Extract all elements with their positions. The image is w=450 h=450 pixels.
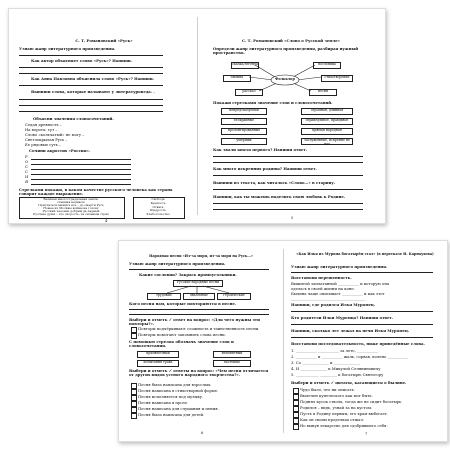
question-4: Выпиши слова, которые называют у литературоведа. . [31,89,155,94]
word-box: бескрайные [221,118,267,125]
page-4 [9,9,197,223]
option-text: Песня исполняется под музыку. [138,394,204,399]
word-box: пролонгированные [221,128,267,135]
definition: Слово «кольчатый» не могу – [25,132,85,137]
diagram-node: былина [223,75,251,82]
option-text: Песня была написана для взрослых. [138,382,212,387]
question-5: Напиши, сколько лет лежал на печи Илья Муромец. [291,328,410,333]
sequence-line: 4. И ______________ к Микулой Селяниновичу [291,366,381,371]
word-box: испытания трава [137,360,179,367]
question-2: Восстанови нерешенность. [291,275,352,280]
question-6: Напиши, как ты можешь наделить свою любовь к Родине. [213,194,346,199]
acrostic-letter: С [25,164,28,169]
page-number: 7 [365,432,368,436]
option-text: Песня была написана для детей. [138,412,205,417]
diagram-node: пословица [313,62,341,69]
question-6: Сочини акростих «Россия». [29,148,91,153]
sequence-line: 2. ___________ и ___________ жаль, сорвав, колено ___________ [291,354,409,359]
page-7 [283,241,447,441]
word-box: прилюбезный [137,351,179,358]
table-cell: Новые из Москвы войны на голову [43,206,99,210]
page-number: 6 [201,431,204,435]
question-4: Кто родители Ильи Муромца? Напиши ответ. [291,315,394,320]
word-box: непонятный [213,351,251,358]
definition: Светлокрылая Русь – [25,137,68,142]
question-5: Выпиши из текста, как читалось «Слово…» в старину. [213,180,336,185]
question-6: Выбери и отметь ✓ ответы на вопрос: «Чем песня отличается от других видов устного народного творчества?». [129,368,269,378]
question-7: Стрелками покажи, в каком качестве русского человека как страна говорят каждое выражение. [19,187,173,197]
question-1: Узнаю жанр литературного произведения. [291,264,388,269]
page-number: 4 [105,219,108,223]
word-box: пастбище [213,360,251,367]
sequence-line: 1. ___________ ___________ за лето, ___________ [291,348,378,353]
question-2: Какие сословия? Закрась прямоугольники. [139,272,237,277]
table-cell: Отвага [152,205,164,209]
question-3: Напиши, где родился Илья Муромец. [291,302,376,307]
question-4: Как много искренних родины? Напиши ответ. [213,166,317,171]
question-4: Выбери и отметь ✓ ответ на вопрос: «Для чего нужны эти повторы?». [129,317,260,327]
page-title: С. Т. Романовский «Русь» [75,38,133,43]
table-cell: Свобода [151,197,165,201]
question-1: Узнаю жанр литературного произведения. [129,261,226,266]
option-text: Чудо было, что ни описать. [300,387,355,392]
diagram-node: героические [217,293,251,300]
acrostic-letter: Я [25,179,29,184]
question-3: Как Анна Павловна объяснила слово «Русь»? Напиши. [31,76,154,81]
question-3: Кого песня нам, которые повторяются в песне. [129,301,237,306]
workbook-spread-2 [118,240,448,442]
option-text: Родился – видь, узнай за на кустом. [300,405,373,410]
page-5 [197,9,385,223]
question-1: Определи жанр литературного произведения, разбирая нужный пространство. [213,46,359,56]
word-box: прямая народная [301,128,353,135]
acrostic-letter: О [25,159,29,164]
sequence-line: 5. ____________ _________ к богатырю Святогору [291,372,384,377]
page-number: 5 [291,216,294,220]
diagram-node: песня [309,89,337,96]
diagram-node: рассказ [235,89,263,96]
question-5: Объясни значения словосочетаний. [33,116,114,121]
word-box: умерших [221,138,267,145]
diagram-node: стихотворение [321,75,353,82]
question-6: Восстанови последовательность, ниже приведённые слова. [291,341,425,346]
sequence-line: 3. Со ______________ и ______________ [291,360,361,365]
diagram-top: Русские народные песни [173,280,223,287]
table-cell: Великая многострадальная земля, [43,197,99,201]
table-cell: Крепость [150,201,166,205]
question-5: С помощью стрелок обозначь значение слов и словосочетания. [129,339,234,349]
acrostic-letter: Р [25,154,28,159]
table-cell: Хлебосольство [146,212,170,216]
option-checkbox[interactable] [131,413,137,419]
question-2: Покажи стрелками значение слов и словосочетаний. [213,100,333,105]
diagram-node: хвалебные [183,293,215,300]
question-7: Выбери и отметь ✓ цитаты, касающиеся о былине. [291,380,407,385]
word-box: непредсказуемая [221,108,267,115]
option-text: Но вынув лекарство для сдобрившего себя. [300,423,388,428]
question-2: Как автор объясняет слово «Русь»? Напиши. [31,58,133,63]
question-3: Как звали князя первого? Напиши ответ. [213,147,308,152]
fill-line: Былина чаще описывает ___________ и как этот [291,291,385,296]
page-title: С. Т. Романовский «Слово о Русской земле» [241,38,341,43]
option-text: Поднял кусок ствола, тогда же не сидит богатырь. [300,399,403,404]
acrostic-letter: С [25,169,28,174]
diagram-node: сказка/легенда [231,62,259,69]
question-1: Узнаю жанр литературного произведения. [19,46,116,51]
workbook-spread-1 [8,8,386,224]
acrostic-letter: И [25,174,29,179]
option-checkbox[interactable] [293,424,299,430]
word-box: справедливое, правдивое [301,118,353,125]
page-6 [119,241,283,441]
table-cell: Русский человек добрый да ладный [42,209,100,213]
genre-diagram-lines [197,9,385,223]
definition: На ворота: тут – [25,127,58,132]
table-cell: Русские души – это скорость, за сильным страх [33,212,109,216]
fill-line: _______________________________________ [291,296,366,301]
option-text: Песня написана для слушания и пения. [138,406,219,411]
table-cell: Щедрость [150,208,166,212]
fill-line: оделась в своей жизни на коне. [291,286,355,291]
option-text: Песня написана в прозе. [138,400,189,405]
page-title: Народная песня «Из-за моря, из-за моря на Русь…» [149,254,253,258]
table-cell: Приучаться выжить всё – до смерти Русь [38,203,104,207]
option-text: Песня написана в стихотворной форме. [138,388,219,393]
diagram-center: Фольклор [275,77,295,81]
word-box: огромная, длинная [301,108,353,115]
table-cell: ставшая великою [57,200,85,204]
option-text: Повторы помогают запомнить слова песни. [138,332,226,337]
option-text: Вылечен купеческого как мог быть. [300,393,373,398]
definition: Седая древность – [25,122,62,127]
word-box: заслуженные, искренне не нет [301,138,353,145]
page-title: «Как Илья из Мурома богатырём стал» (в пересказе И. Карнаухова) [296,252,434,256]
fill-line: Вышитой заплатанной ___________ и которую она [291,281,390,286]
option-text: Как он своим проделках отжал. [300,417,365,422]
diagram-node: трудовые [147,293,181,300]
definition: Ее рядовые суть – [25,142,61,147]
option-text: Пусть в Родину первым, его храм выбегает. [300,411,389,416]
option-text: Повторы подчёркивают сложность и таинственность песни. [138,326,260,331]
